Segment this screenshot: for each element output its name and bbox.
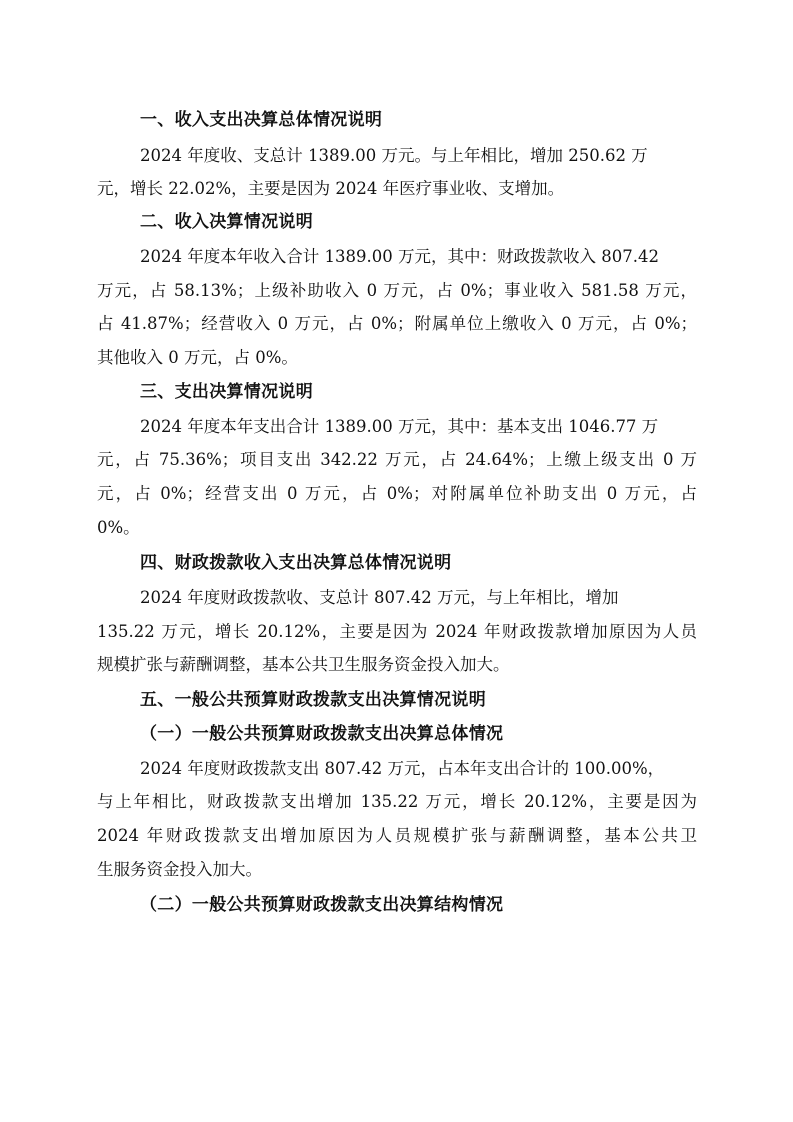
paragraph-line: 其他收入 0 万元，占 0%。 <box>97 348 298 367</box>
paragraph-line: 135.22 万元，增长 20.12%，主要是因为 2024 年财政拨款增加原因为人员 <box>97 622 697 641</box>
paragraph-line: 规模扩张与薪酬调整，基本公共卫生服务资金投入加大。 <box>97 655 510 674</box>
section-heading-4: 四、财政拨款收入支出决算总体情况说明 <box>140 553 452 573</box>
paragraph-line: 万元，占 58.13%；上级补助收入 0 万元，占 0%；事业收入 581.58 万元， <box>97 281 697 300</box>
paragraph-line: 2024 年度财政拨款收、支总计 807.42 万元，与上年相比，增加 <box>140 588 619 607</box>
section-heading-3: 三、支出决算情况说明 <box>140 382 313 402</box>
subsection-heading-2: （二）一般公共预算财政拨款支出决算结构情况 <box>140 895 504 915</box>
paragraph-line: 2024 年度财政拨款支出 807.42 万元，占本年支出合计的 100.00%， <box>140 759 665 778</box>
subsection-heading-1: （一）一般公共预算财政拨款支出决算总体情况 <box>140 724 504 744</box>
paragraph-line: 2024 年度本年收入合计 1389.00 万元，其中：财政拨款收入 807.42 <box>140 247 659 266</box>
paragraph-line: 占 41.87%；经营收入 0 万元，占 0%；附属单位上缴收入 0 万元，占 0%； <box>97 314 697 333</box>
section-heading-5: 五、一般公共预算财政拨款支出决算情况说明 <box>140 690 486 710</box>
paragraph-line: 元，占 75.36%；项目支出 342.22 万元，占 24.64%；上缴上级支出 0 万 <box>97 450 697 469</box>
section-heading-2: 二、收入决算情况说明 <box>140 212 313 232</box>
paragraph-line: 2024 年度收、支总计 1389.00 万元。与上年相比，增加 250.62 万 <box>140 146 648 165</box>
paragraph-line: 元，占 0%；经营支出 0 万元，占 0%；对附属单位补助支出 0 万元，占 <box>97 484 697 503</box>
paragraph-line: 0%。 <box>97 518 140 537</box>
paragraph-line: 元，增长 22.02%，主要是因为 2024 年医疗事业收、支增加。 <box>97 179 565 198</box>
section-heading-1: 一、收入支出决算总体情况说明 <box>140 110 383 130</box>
paragraph-line: 生服务资金投入加大。 <box>97 860 262 879</box>
paragraph-line: 2024 年度本年支出合计 1389.00 万元，其中：基本支出 1046.77 万 <box>140 417 659 436</box>
paragraph-line: 2024 年财政拨款支出增加原因为人员规模扩张与薪酬调整，基本公共卫 <box>97 826 697 845</box>
paragraph-line: 与上年相比，财政拨款支出增加 135.22 万元，增长 20.12%，主要是因为 <box>97 792 697 811</box>
